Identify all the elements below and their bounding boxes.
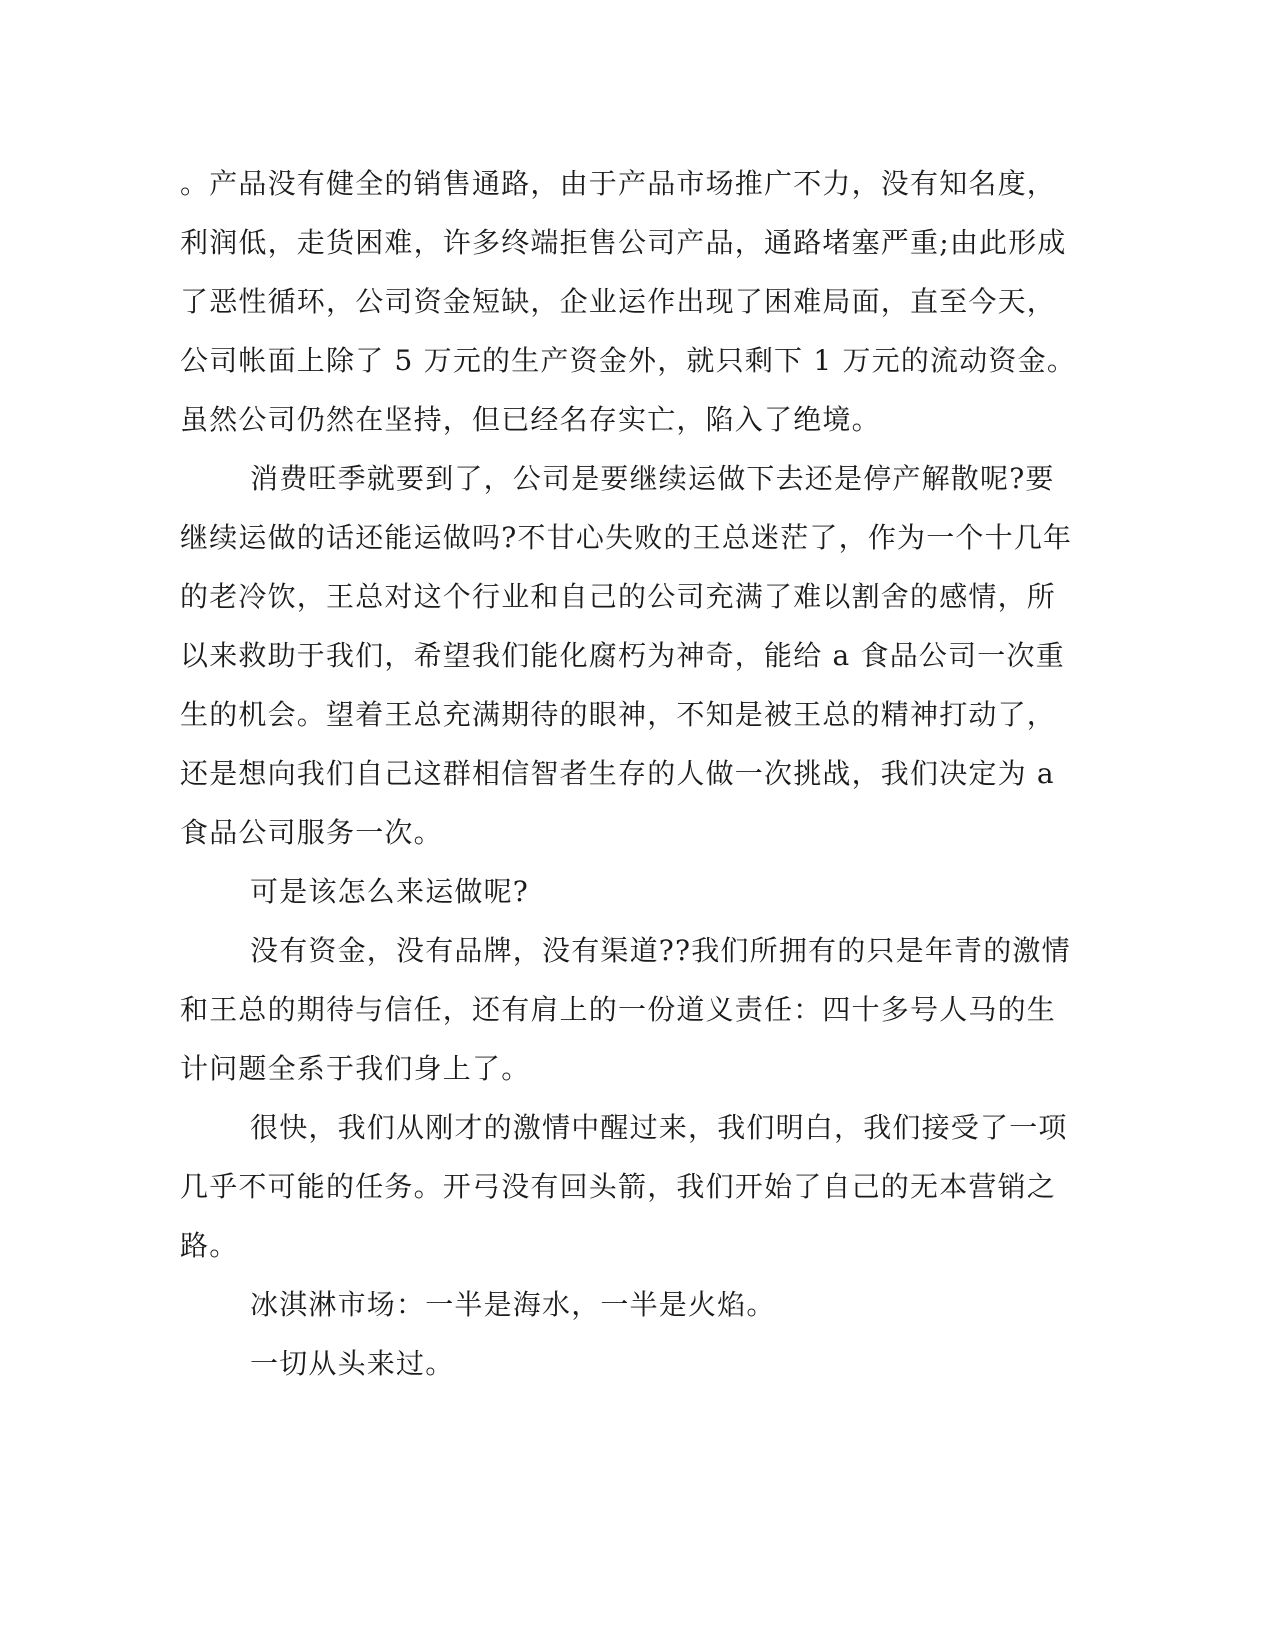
text-line: 计问题全系于我们身上了。 xyxy=(180,1052,531,1085)
paragraph-start-line: 一切从头来过。 xyxy=(250,1347,455,1380)
text-line: 利润低，走货困难，许多终端拒售公司产品，通路堵塞严重;由此形成 xyxy=(180,226,1067,259)
text-line: 食品公司服务一次。 xyxy=(180,816,443,849)
paragraph-start-line: 很快，我们从刚才的激情中醒过来，我们明白，我们接受了一项 xyxy=(250,1111,1068,1144)
text-line: 继续运做的话还能运做吗?不甘心失败的王总迷茫了，作为一个十几年 xyxy=(180,521,1073,554)
text-line: 还是想向我们自己这群相信智者生存的人做一次挑战，我们决定为 a xyxy=(180,757,1055,790)
paragraph-start-line: 冰淇淋市场：一半是海水，一半是火焰。 xyxy=(250,1288,776,1321)
paragraph-start-line: 消费旺季就要到了，公司是要继续运做下去还是停产解散呢?要 xyxy=(250,462,1055,495)
text-line: 和王总的期待与信任，还有肩上的一份道义责任：四十多号人马的生 xyxy=(180,993,1057,1026)
text-line: 。产品没有健全的销售通路，由于产品市场推广不力，没有知名度， xyxy=(180,167,1057,200)
text-line: 几乎不可能的任务。开弓没有回头箭，我们开始了自己的无本营销之 xyxy=(180,1170,1057,1203)
text-line: 的老冷饮，王总对这个行业和自己的公司充满了难以割舍的感情，所 xyxy=(180,580,1057,613)
paragraph-start-line: 可是该怎么来运做呢? xyxy=(250,875,530,908)
text-line: 公司帐面上除了 5 万元的生产资金外，就只剩下 1 万元的流动资金。 xyxy=(180,344,1077,377)
text-line: 以来救助于我们，希望我们能化腐朽为神奇，能给 a 食品公司一次重 xyxy=(180,639,1065,672)
text-line: 生的机会。望着王总充满期待的眼神，不知是被王总的精神打动了， xyxy=(180,698,1057,731)
text-line: 路。 xyxy=(180,1229,239,1262)
text-line: 了恶性循环，公司资金短缺，企业运作出现了困难局面，直至今天， xyxy=(180,285,1057,318)
document-body xyxy=(180,154,1077,1393)
text-line: 虽然公司仍然在坚持，但已经名存实亡，陷入了绝境。 xyxy=(180,403,881,436)
paragraph-start-line: 没有资金，没有品牌，没有渠道??我们所拥有的只是年青的激情 xyxy=(250,934,1071,967)
